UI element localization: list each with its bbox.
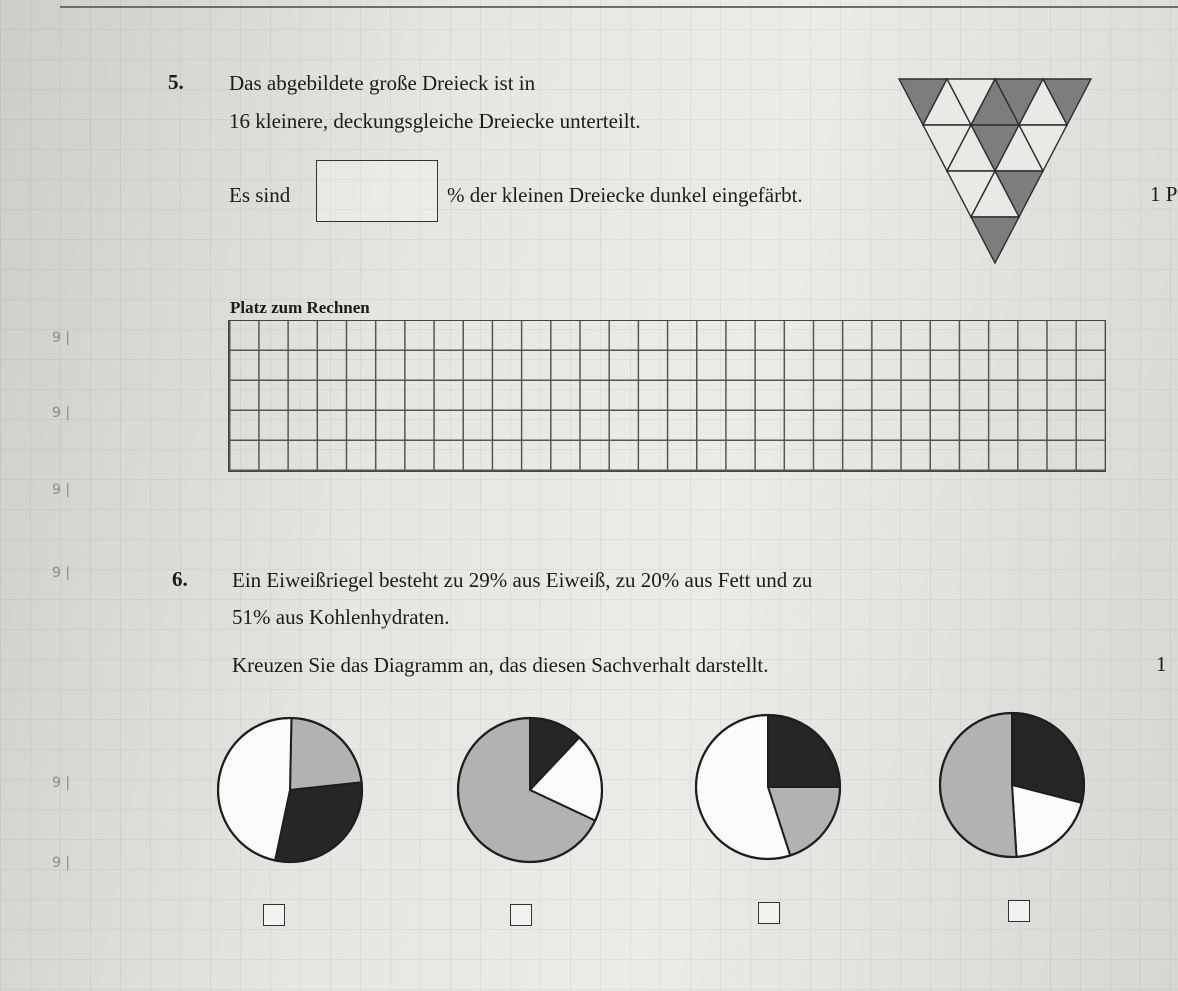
task6-line3: Kreuzen Sie das Diagramm an, das diesen Sachverhalt darstellt. — [232, 653, 769, 677]
task6-line2: 51% aus Kohlenhydraten. — [232, 605, 450, 629]
small-triangle — [971, 217, 1019, 263]
pie-chart-option-1 — [215, 710, 365, 870]
pie-slice-gray — [290, 718, 362, 790]
margin-mark: 9 | — [52, 775, 71, 791]
pie-chart-option-4 — [937, 705, 1087, 865]
task5-number: 5. — [168, 70, 184, 94]
triangle-cells — [899, 79, 1091, 263]
task6-points: 1 — [1156, 652, 1167, 676]
page-top-line — [60, 6, 1178, 8]
margin-mark: 9 | — [52, 482, 71, 498]
option-2-checkbox[interactable] — [510, 904, 532, 926]
margin-mark: 9 | — [52, 330, 71, 346]
option-1-checkbox[interactable] — [263, 904, 285, 926]
pie-chart-option-2 — [455, 710, 605, 870]
percent-answer-box[interactable] — [316, 160, 438, 222]
option-3-checkbox[interactable] — [758, 902, 780, 924]
divided-triangle-figure — [895, 75, 1095, 275]
task6-line1: Ein Eiweißriegel besteht zu 29% aus Eiweiß, zu 20% aus Fett und zu — [232, 568, 813, 592]
margin-mark: 9 | — [52, 405, 71, 421]
margin-mark: 9 | — [52, 565, 71, 581]
calculation-grid[interactable] — [228, 320, 1106, 472]
task5-points: 1 P — [1150, 182, 1178, 206]
task5-before-box: Es sind — [229, 183, 291, 207]
workspace-label: Platz zum Rechnen — [230, 298, 370, 317]
option-4-checkbox[interactable] — [1008, 900, 1030, 922]
margin-mark: 9 | — [52, 855, 71, 871]
task5-line2: 16 kleinere, deckungsgleiche Dreiecke unterteilt. — [229, 109, 641, 133]
task5-after-box: % der kleinen Dreiecke dunkel eingefärbt. — [447, 183, 803, 207]
pie-slice-gray — [940, 713, 1017, 857]
pie-slice-white — [218, 718, 291, 860]
pie-chart-option-3 — [693, 707, 843, 867]
task6-number: 6. — [172, 567, 188, 591]
task5-line1: Das abgebildete große Dreieck ist in — [229, 71, 536, 95]
